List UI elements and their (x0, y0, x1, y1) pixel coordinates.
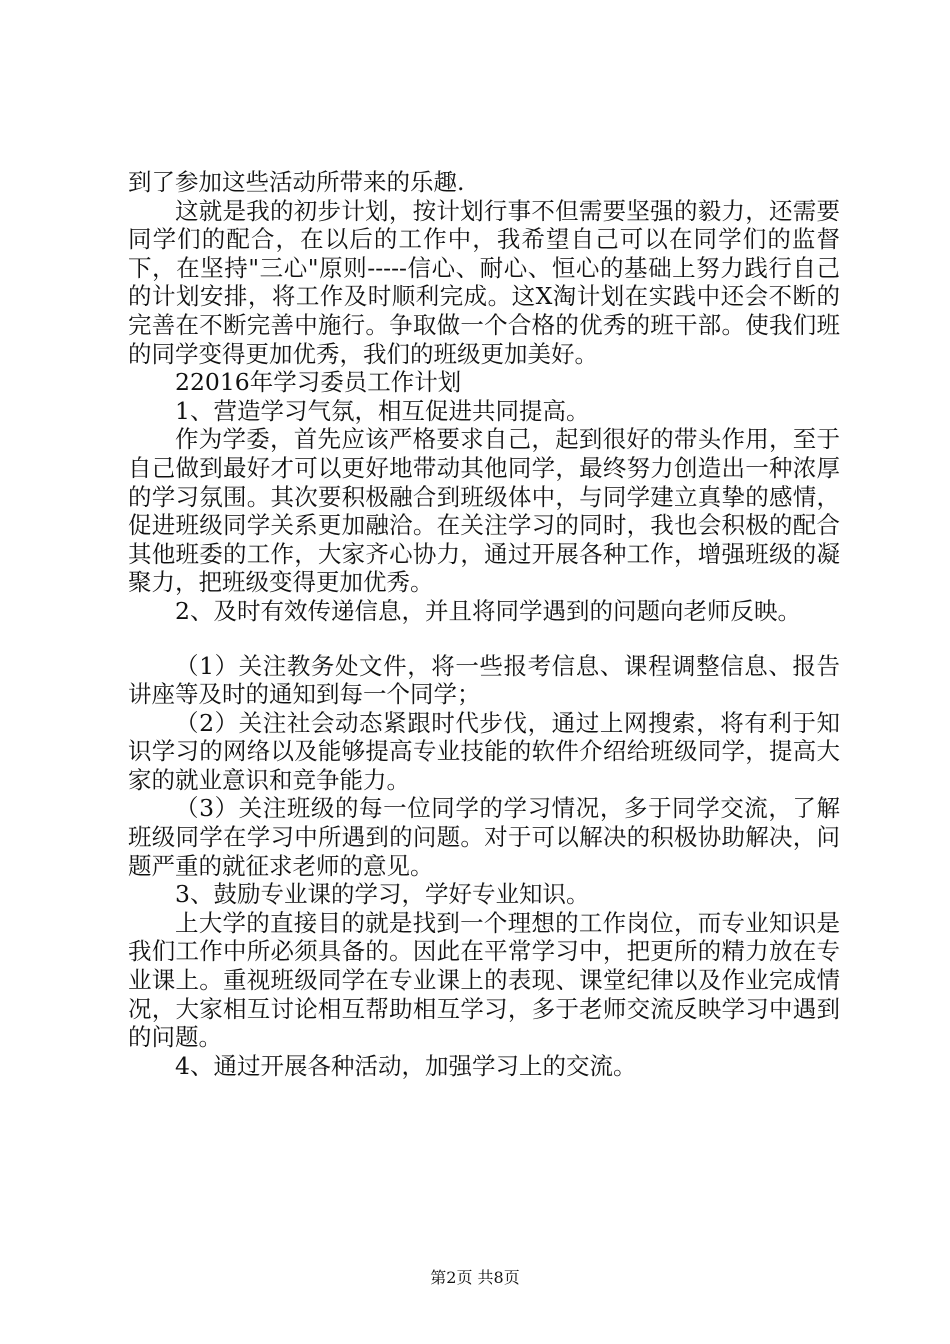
sub-item-1: （1）关注教务处文件，将一些报考信息、课程调整信息、报告讲座等及时的通知到每一个同学； (128, 651, 840, 709)
paragraph-item-3: 上大学的直接目的就是找到一个理想的工作岗位，而专业知识是我们工作中所必须具备的。因此在平常学习中，把更所的精力放在专业课上。重视班级同学在专业课上的表现、课堂纪律以及作业完成情况，大家相互讨论相互帮助相互学习，多于老师交流反映学习中遇到的问题。 (128, 908, 840, 1052)
paragraph-continuation: 到了参加这些活动所带来的乐趣. (128, 168, 465, 196)
item-heading-2: 2、及时有效传递信息，并且将同学遇到的问题向老师反映。 (175, 596, 801, 625)
item-heading-4: 4、通过开展各种活动，加强学习上的交流。 (175, 1051, 637, 1080)
blank-line (128, 626, 840, 652)
item-heading-3: 3、鼓励专业课的学习，学好专业知识。 (175, 880, 590, 909)
paragraph-item-1: 作为学委，首先应该严格要求自己，起到很好的带头作用，至于自己做到最好才可以更好地带动其他同学，最终努力创造出一种浓厚的学习氛围。其次要积极融合到班级体中，与同学建立真挚的感情，促进班级同学关系更加融洽。在关注学习的同时，我也会积极的配合其他班委的工作，大家齐心协力，通过开展各种工作，增强班级的凝聚力，把班级变得更加优秀。 (128, 425, 840, 597)
sub-item-3: （3）关注班级的每一位同学的学习情况，多于同学交流，了解班级同学在学习中所遇到的问题。对于可以解决的积极协助解决，问题严重的就征求老师的意见。 (128, 794, 840, 880)
item-heading-1: 1、营造学习气氛，相互促进共同提高。 (175, 396, 590, 425)
sub-item-2: （2）关注社会动态紧跟时代步伐，通过上网搜索，将有利于知识学习的网络以及能够提高专业技能的软件介绍给班级同学，提高大家的就业意识和竞争能力。 (128, 708, 840, 794)
document-body (128, 168, 840, 1080)
page-number-footer: 第2页 共8页 (430, 1268, 520, 1287)
paragraph-plan-summary: 这就是我的初步计划，按计划行事不但需要坚强的毅力，还需要同学们的配合，在以后的工作中，我希望自己可以在同学们的监督下，在坚持"三心"原则-----信心、耐心、恒心的基础上努力践行自己的计划安排，将工作及时顺利完成。这X淘计划在实践中还会不断的完善在不断完善中施行。争取做一个合格的优秀的班干部。使我们班的同学变得更加优秀，我们的班级更加美好。 (128, 196, 840, 368)
section-title: 22016年学习委员工作计划 (175, 368, 462, 397)
